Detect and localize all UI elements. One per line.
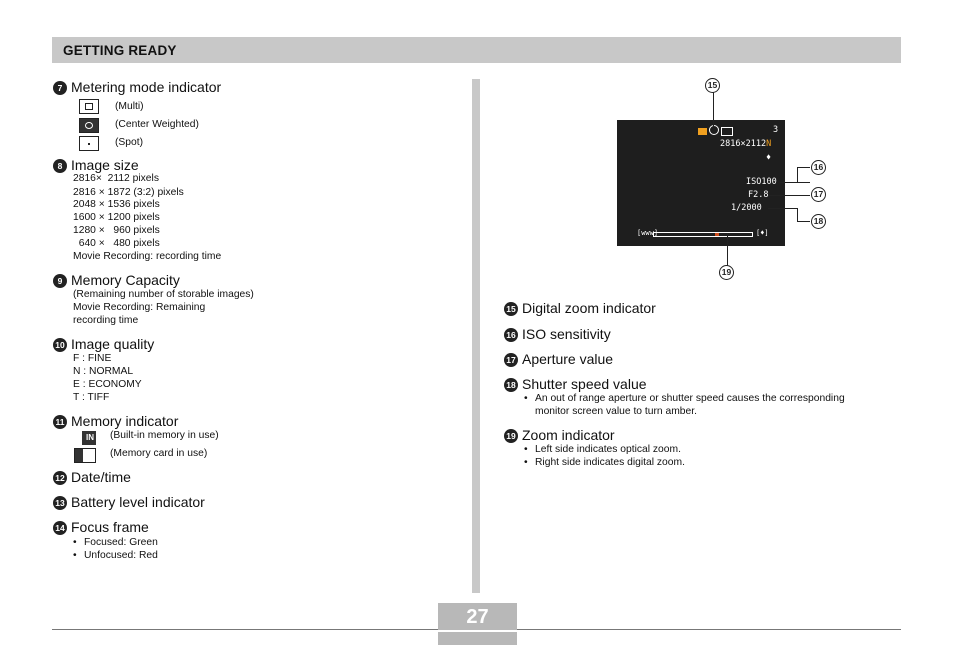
callout-line-16 — [797, 167, 810, 168]
size-line: 2048 × 1536 pixels — [73, 199, 160, 210]
number-badge: 17 — [504, 353, 518, 367]
digital-zoom-icon — [709, 125, 719, 135]
memory-card-icon — [74, 448, 96, 463]
size-line: 2816× 2112 pixels — [73, 173, 159, 184]
number-badge: 12 — [53, 471, 67, 485]
number-badge: 8 — [53, 159, 67, 173]
callout-line-18 — [797, 221, 810, 222]
page-number: 27 — [466, 606, 489, 628]
heading-focus-frame: 14 Focus frame — [53, 519, 149, 535]
heading-battery-level: 13 Battery level indicator — [53, 494, 205, 510]
bullet-item: • Focused: Green — [84, 537, 158, 548]
monitor-screen — [617, 120, 785, 246]
heading-memory-indicator: 11 Memory indicator — [53, 413, 178, 429]
iso-readout: ISO100 — [746, 177, 777, 187]
number-badge: 13 — [53, 496, 67, 510]
remaining-count: 3 — [773, 125, 779, 135]
callout-19: 19 — [719, 265, 734, 280]
page-number-box — [438, 603, 517, 645]
capacity-line: (Remaining number of storable images) — [73, 289, 254, 300]
built-in-memory-icon: IN — [74, 431, 96, 445]
callout-line-18 — [768, 208, 798, 209]
size-line: 640 × 480 pixels — [73, 238, 160, 249]
bullet-item: • Right side indicates digital zoom. — [535, 457, 685, 468]
number-badge: 15 — [504, 302, 518, 316]
quality-line: N : NORMAL — [73, 366, 134, 377]
size-line: Movie Recording: recording time — [73, 251, 222, 262]
callout-15: 15 — [705, 78, 720, 93]
memory-indicator: ♦ — [766, 153, 772, 163]
heading-zoom-indicator: 19 Zoom indicator — [504, 427, 615, 443]
callout-18: 18 — [811, 214, 826, 229]
number-badge: 18 — [504, 378, 518, 392]
quality-line: T : TIFF — [73, 392, 110, 403]
metering-item: (Center Weighted) — [115, 119, 199, 130]
memory-item: (Memory card in use) — [110, 448, 208, 459]
heading-image-quality: 10 Image quality — [53, 336, 154, 352]
capacity-line: recording time — [73, 315, 139, 326]
zoom-bar — [653, 232, 753, 237]
callout-16: 16 — [811, 160, 826, 175]
callout-line-19 — [727, 233, 728, 266]
size-line: 2816 × 1872 (3:2) pixels — [73, 187, 184, 198]
multi-metering-icon — [79, 99, 99, 114]
callout-line-15 — [713, 92, 714, 127]
heading-memory-capacity: 9 Memory Capacity — [53, 272, 180, 288]
number-badge: 9 — [53, 274, 67, 288]
section-header — [52, 37, 901, 63]
size-line: 1280 × 960 pixels — [73, 225, 160, 236]
bullet-item: • Left side indicates optical zoom. — [535, 444, 681, 455]
number-badge: 7 — [53, 81, 67, 95]
callout-line-17 — [768, 195, 810, 196]
heading-image-size: 8 Image size — [53, 157, 139, 173]
metering-item: (Spot) — [115, 137, 144, 148]
tele-icon: [♦] — [756, 229, 769, 237]
image-size-readout: 2816×2112N — [720, 139, 772, 149]
bullet-continuation: monitor screen value to turn amber. — [535, 406, 697, 417]
section-title: GETTING READY — [63, 43, 177, 58]
metering-icon — [721, 127, 733, 136]
quality-line: F : FINE — [73, 353, 112, 364]
number-badge: 14 — [53, 521, 67, 535]
bullet-item: • Unfocused: Red — [84, 550, 158, 561]
capacity-line: Movie Recording: Remaining — [73, 302, 206, 313]
shutter-readout: 1/2000 — [731, 203, 762, 213]
heading-metering-mode: 7 Metering mode indicator — [53, 79, 221, 95]
center-weighted-icon — [79, 118, 99, 133]
heading-shutter-speed: 18 Shutter speed value — [504, 376, 647, 392]
aperture-readout: F2.8 — [748, 190, 769, 200]
memory-item: (Built-in memory in use) — [110, 430, 219, 441]
heading-date-time: 12 Date/time — [53, 469, 131, 485]
size-line: 1600 × 1200 pixels — [73, 212, 160, 223]
number-badge: 10 — [53, 338, 67, 352]
callout-17: 17 — [811, 187, 826, 202]
callout-line-18 — [797, 208, 798, 222]
number-badge: 16 — [504, 328, 518, 342]
metering-item: (Multi) — [115, 101, 144, 112]
callout-line-16 — [797, 167, 798, 183]
spot-metering-icon — [79, 136, 99, 151]
heading-aperture: 17 Aperture value — [504, 351, 613, 367]
wide-icon: [www] — [637, 229, 659, 237]
quality-line: E : ECONOMY — [73, 379, 142, 390]
bullet-item: • An out of range aperture or shutter speed causes the corresponding — [535, 393, 845, 404]
column-divider — [472, 79, 480, 593]
battery-icon — [698, 128, 707, 135]
number-badge: 11 — [53, 415, 67, 429]
heading-digital-zoom: 15 Digital zoom indicator — [504, 300, 656, 316]
heading-iso: 16 ISO sensitivity — [504, 326, 611, 342]
number-badge: 19 — [504, 429, 518, 443]
callout-line-16 — [780, 182, 810, 183]
